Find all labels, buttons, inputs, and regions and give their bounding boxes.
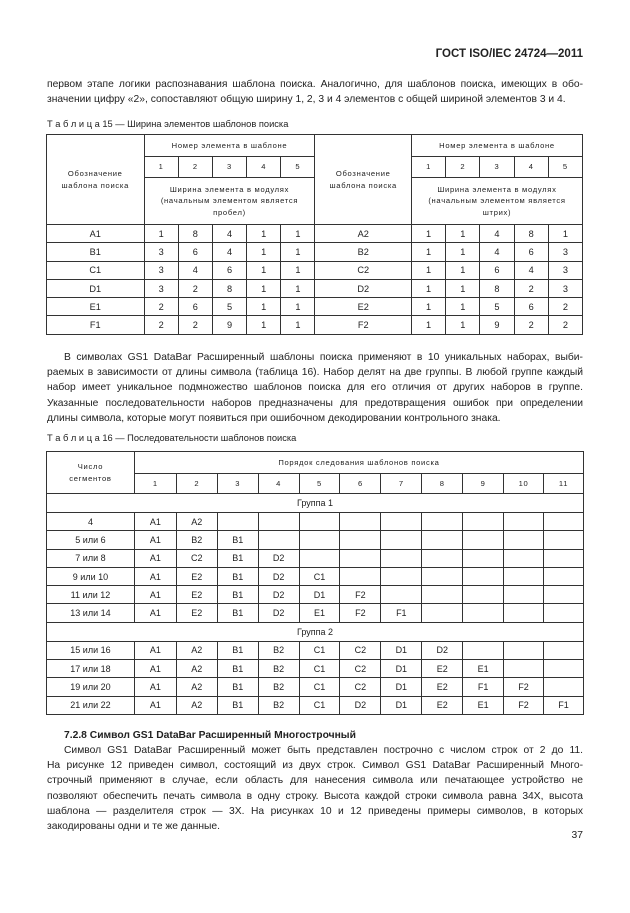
element-width: 6: [178, 298, 212, 316]
pattern-cell: D1: [299, 586, 340, 604]
element-width: 1: [247, 279, 281, 297]
segment-count: 19 или 20: [47, 678, 135, 696]
table-row: [47, 243, 583, 261]
element-width: 2: [548, 298, 582, 316]
element-width: 8: [178, 225, 212, 243]
pattern-cell: C1: [299, 678, 340, 696]
pattern-cell: D1: [381, 678, 422, 696]
element-width: 6: [480, 261, 514, 279]
pattern-name: D1: [47, 279, 145, 297]
element-width: 5: [480, 298, 514, 316]
element-number: 2: [446, 157, 480, 178]
element-width: 1: [446, 243, 480, 261]
element-width: 6: [514, 243, 548, 261]
element-width: 2: [178, 279, 212, 297]
pattern-cell: D2: [258, 567, 299, 585]
element-width: 2: [548, 316, 582, 334]
pattern-cell: E2: [422, 696, 463, 714]
pattern-cell: B1: [217, 660, 258, 678]
width-header-bar: Ширина элемента в модулях (начальным элементом является штрих): [412, 178, 583, 225]
pattern-name: B2: [315, 243, 412, 261]
pattern-cell: [504, 567, 544, 585]
element-width: 2: [144, 316, 178, 334]
element-width: 3: [144, 243, 178, 261]
pattern-cell: [544, 513, 584, 531]
table-row: [47, 641, 584, 659]
order-number: 10: [504, 474, 544, 494]
pattern-cell: [299, 549, 340, 567]
element-width: 4: [514, 261, 548, 279]
element-width: 9: [212, 316, 246, 334]
element-width: 1: [446, 261, 480, 279]
table16: [46, 451, 584, 715]
element-width: 5: [212, 298, 246, 316]
pattern-name: F2: [315, 316, 412, 334]
element-width: 3: [144, 279, 178, 297]
pattern-cell: [504, 586, 544, 604]
element-width: 8: [212, 279, 246, 297]
pattern-cell: [504, 641, 544, 659]
text-line: На рисунке 12 приведен символ, состоящий из двух строк. Символ GS1 DataBar Расширенный Много-: [47, 760, 583, 772]
table-row: [47, 549, 584, 567]
order-number: 2: [176, 474, 217, 494]
pattern-cell: [463, 586, 504, 604]
pattern-cell: A1: [134, 641, 176, 659]
pattern-name: A2: [315, 225, 412, 243]
segments-header: Число сегментов: [47, 452, 135, 494]
pattern-cell: E1: [463, 660, 504, 678]
pattern-cell: [299, 513, 340, 531]
element-number-header: Номер элемента в шаблоне: [144, 135, 315, 157]
pattern-cell: [504, 660, 544, 678]
element-width: 1: [281, 225, 315, 243]
pattern-cell: B2: [176, 531, 217, 549]
page-number: 37: [571, 830, 583, 841]
order-header: Порядок следования шаблонов поиска: [134, 452, 583, 474]
pattern-cell: B1: [217, 586, 258, 604]
pattern-cell: D2: [258, 549, 299, 567]
pattern-cell: [504, 531, 544, 549]
pattern-cell: [422, 549, 463, 567]
pattern-cell: E1: [463, 696, 504, 714]
element-number-header: Номер элемента в шаблоне: [412, 135, 583, 157]
pattern-cell: A2: [176, 696, 217, 714]
pattern-cell: E2: [176, 567, 217, 585]
element-width: 6: [212, 261, 246, 279]
element-width: 1: [446, 298, 480, 316]
pattern-cell: B1: [217, 696, 258, 714]
pattern-cell: [544, 549, 584, 567]
pattern-cell: [544, 567, 584, 585]
element-width: 1: [144, 225, 178, 243]
pattern-cell: D1: [381, 660, 422, 678]
pattern-cell: A1: [134, 586, 176, 604]
table-row: [47, 678, 584, 696]
pattern-cell: C2: [340, 660, 381, 678]
element-width: 4: [212, 243, 246, 261]
segment-count: 17 или 18: [47, 660, 135, 678]
text-line: закодированы одни и те же данные.: [47, 821, 220, 833]
pattern-cell: A2: [176, 660, 217, 678]
segment-count: 11 или 12: [47, 586, 135, 604]
element-width: 1: [412, 243, 446, 261]
element-width: 8: [480, 279, 514, 297]
order-number: 3: [217, 474, 258, 494]
pattern-cell: E2: [422, 678, 463, 696]
element-width: 4: [480, 225, 514, 243]
table-row: [47, 225, 583, 243]
element-width: 1: [247, 316, 281, 334]
order-number: 9: [463, 474, 504, 494]
element-width: 1: [281, 298, 315, 316]
pattern-cell: E2: [176, 586, 217, 604]
pattern-name: E1: [47, 298, 145, 316]
pattern-name: D2: [315, 279, 412, 297]
pattern-cell: B1: [217, 604, 258, 622]
element-width: 1: [412, 261, 446, 279]
pattern-cell: C1: [299, 660, 340, 678]
element-number: 1: [144, 157, 178, 178]
pattern-cell: [463, 641, 504, 659]
intro-paragraph: [47, 77, 583, 107]
pattern-cell: F2: [504, 678, 544, 696]
pattern-cell: [422, 531, 463, 549]
pattern-cell: D2: [340, 696, 381, 714]
pattern-cell: [381, 586, 422, 604]
pattern-cell: A1: [134, 678, 176, 696]
pattern-cell: C1: [299, 641, 340, 659]
segment-count: 7 или 8: [47, 549, 135, 567]
table-row: [47, 316, 583, 334]
element-width: 2: [514, 316, 548, 334]
order-number: 1: [134, 474, 176, 494]
order-number: 5: [299, 474, 340, 494]
table-row: [47, 261, 583, 279]
section-paragraph: [47, 743, 583, 834]
pattern-cell: D2: [258, 586, 299, 604]
pattern-name: C2: [315, 261, 412, 279]
pattern-cell: A2: [176, 641, 217, 659]
pattern-designation-header: Обозначение шаблона поиска: [315, 135, 412, 225]
pattern-cell: E2: [422, 660, 463, 678]
text-line: шаблона — разделителя строк — 3X. На рисунках 10 и 12 приведены примеры символов, в которых: [47, 805, 583, 817]
pattern-cell: [544, 604, 584, 622]
pattern-cell: [463, 513, 504, 531]
pattern-cell: A1: [134, 660, 176, 678]
element-width: 1: [281, 279, 315, 297]
element-width: 1: [412, 298, 446, 316]
pattern-cell: B2: [258, 678, 299, 696]
pattern-cell: [422, 604, 463, 622]
table-row: [47, 696, 584, 714]
element-width: 4: [178, 261, 212, 279]
text-line: позволяют обеспечить печать символа в одну строку. Высота каждой строки символа равна 34X, высота: [47, 790, 583, 802]
pattern-cell: B1: [217, 678, 258, 696]
table15-caption: Т а б л и ц а 15 — Ширина элементов шаблонов поиска: [47, 119, 289, 129]
pattern-cell: [504, 513, 544, 531]
element-number: 5: [281, 157, 315, 178]
element-width: 1: [446, 279, 480, 297]
element-width: 3: [548, 261, 582, 279]
pattern-name: C1: [47, 261, 145, 279]
pattern-cell: [504, 604, 544, 622]
pattern-cell: [463, 549, 504, 567]
element-width: 3: [548, 279, 582, 297]
text-line: Символ GS1 DataBar Расширенный может быть представлен построчно с числом строк от 2 до 11.: [64, 745, 583, 756]
pattern-cell: [544, 660, 584, 678]
pattern-cell: [463, 567, 504, 585]
pattern-cell: [463, 531, 504, 549]
pattern-cell: [258, 513, 299, 531]
element-number: 2: [178, 157, 212, 178]
pattern-name: E2: [315, 298, 412, 316]
pattern-cell: A1: [134, 549, 176, 567]
pattern-cell: [504, 549, 544, 567]
pattern-cell: [463, 604, 504, 622]
pattern-cell: A2: [176, 678, 217, 696]
pattern-cell: [258, 531, 299, 549]
pattern-cell: B1: [217, 531, 258, 549]
element-width: 6: [514, 298, 548, 316]
table-row: [47, 660, 584, 678]
pattern-name: F1: [47, 316, 145, 334]
element-width: 1: [412, 225, 446, 243]
element-width: 3: [144, 261, 178, 279]
pattern-cell: [340, 567, 381, 585]
table16-caption: Т а б л и ц а 16 — Последовательности шаблонов поиска: [47, 433, 297, 443]
pattern-cell: C2: [340, 678, 381, 696]
pattern-cell: [299, 531, 340, 549]
element-width: 1: [412, 316, 446, 334]
pattern-cell: B1: [217, 567, 258, 585]
pattern-cell: B2: [258, 660, 299, 678]
pattern-cell: A1: [134, 604, 176, 622]
table-row: [47, 586, 584, 604]
pattern-cell: [422, 567, 463, 585]
table-row: [47, 531, 584, 549]
pattern-cell: [422, 586, 463, 604]
table-row: [47, 279, 583, 297]
pattern-cell: [217, 513, 258, 531]
text-line: В символах GS1 DataBar Расширенный шаблоны поиска применяют в 10 уникальных наборах, выби-: [64, 352, 583, 363]
middle-paragraph: [47, 350, 583, 426]
pattern-cell: F2: [504, 696, 544, 714]
order-number: 7: [381, 474, 422, 494]
pattern-cell: [544, 678, 584, 696]
pattern-cell: [381, 567, 422, 585]
text-line: значении цифру «2», сопоставляют общую ширину 1, 2, 3 и 4 элементов с общей шириной элементов 3 и 4.: [47, 94, 566, 106]
pattern-cell: D2: [258, 604, 299, 622]
order-number: 8: [422, 474, 463, 494]
element-width: 1: [548, 225, 582, 243]
segment-count: 4: [47, 513, 135, 531]
text-line: строчный применяют в случае, если область для нанесения символа или печатающее устройство не: [47, 775, 583, 787]
element-width: 1: [247, 243, 281, 261]
pattern-cell: [381, 513, 422, 531]
element-width: 1: [281, 243, 315, 261]
table15: [46, 134, 583, 335]
element-width: 3: [548, 243, 582, 261]
element-width: 1: [281, 261, 315, 279]
element-width: 1: [412, 279, 446, 297]
pattern-cell: [544, 641, 584, 659]
element-width: 1: [247, 225, 281, 243]
pattern-cell: F1: [381, 604, 422, 622]
pattern-cell: [340, 549, 381, 567]
pattern-cell: [340, 513, 381, 531]
pattern-cell: E1: [299, 604, 340, 622]
segment-count: 15 или 16: [47, 641, 135, 659]
order-number: 4: [258, 474, 299, 494]
group-2-label: Группа 2: [47, 622, 584, 641]
element-width: 2: [178, 316, 212, 334]
pattern-cell: F1: [463, 678, 504, 696]
pattern-cell: F2: [340, 586, 381, 604]
text-line: Указанные последовательности наборов предназначены для предотвращения ошибок при определении: [47, 397, 583, 409]
table-row: [47, 513, 584, 531]
segment-count: 13 или 14: [47, 604, 135, 622]
document-header: ГОСТ ISO/IEC 24724—2011: [435, 48, 583, 60]
element-width: 1: [247, 298, 281, 316]
element-width: 4: [480, 243, 514, 261]
pattern-cell: A2: [176, 513, 217, 531]
pattern-cell: B1: [217, 549, 258, 567]
text-line: первом этапе логики распознавания шаблона поиска. Аналогично, для шаблонов поиска, имеющих в обо-: [47, 79, 583, 90]
element-width: 1: [446, 225, 480, 243]
pattern-cell: B2: [258, 641, 299, 659]
pattern-cell: C1: [299, 567, 340, 585]
width-header-space: Ширина элемента в модулях (начальным элементом является пробел): [144, 178, 315, 225]
pattern-cell: A1: [134, 696, 176, 714]
pattern-cell: F1: [544, 696, 584, 714]
segment-count: 21 или 22: [47, 696, 135, 714]
table-row: [47, 298, 583, 316]
element-width: 8: [514, 225, 548, 243]
segment-count: 9 или 10: [47, 567, 135, 585]
element-width: 2: [514, 279, 548, 297]
element-number: 3: [480, 157, 514, 178]
pattern-cell: [340, 531, 381, 549]
pattern-cell: [381, 531, 422, 549]
element-number: 1: [412, 157, 446, 178]
element-width: 2: [144, 298, 178, 316]
pattern-designation-header: Обозначение шаблона поиска: [47, 135, 145, 225]
pattern-name: B1: [47, 243, 145, 261]
pattern-cell: C1: [299, 696, 340, 714]
table-row: [47, 604, 584, 622]
text-line: длины символа, которые могут появиться при ошибочном декодировании контрольного знака.: [47, 412, 501, 424]
table-row: [47, 567, 584, 585]
pattern-cell: B1: [217, 641, 258, 659]
pattern-name: A1: [47, 225, 145, 243]
pattern-cell: E2: [176, 604, 217, 622]
element-width: 1: [281, 316, 315, 334]
element-width: 4: [212, 225, 246, 243]
pattern-cell: [381, 549, 422, 567]
pattern-cell: A1: [134, 513, 176, 531]
element-width: 9: [480, 316, 514, 334]
element-width: 1: [247, 261, 281, 279]
pattern-cell: C2: [340, 641, 381, 659]
pattern-cell: A1: [134, 567, 176, 585]
pattern-cell: [544, 531, 584, 549]
group-1-label: Группа 1: [47, 494, 584, 513]
pattern-cell: A1: [134, 531, 176, 549]
element-number: 4: [247, 157, 281, 178]
element-number: 3: [212, 157, 246, 178]
segment-count: 5 или 6: [47, 531, 135, 549]
order-number: 11: [544, 474, 584, 494]
element-number: 4: [514, 157, 548, 178]
text-line: набор имеет уникальное подмножество шаблонов поиска для его отличия от других наборов в группе.: [47, 382, 583, 394]
pattern-cell: D1: [381, 696, 422, 714]
pattern-cell: D2: [422, 641, 463, 659]
pattern-cell: C2: [176, 549, 217, 567]
section-heading: 7.2.8 Символ GS1 DataBar Расширенный Многострочный: [64, 730, 356, 741]
text-line: раемых в зависимости от длины символа (таблица 16). Набор делят на две группы. В любой группе каждый: [47, 367, 583, 379]
element-width: 6: [178, 243, 212, 261]
pattern-cell: [422, 513, 463, 531]
element-width: 1: [446, 316, 480, 334]
order-number: 6: [340, 474, 381, 494]
pattern-cell: B2: [258, 696, 299, 714]
pattern-cell: F2: [340, 604, 381, 622]
pattern-cell: D1: [381, 641, 422, 659]
pattern-cell: [544, 586, 584, 604]
element-number: 5: [548, 157, 582, 178]
